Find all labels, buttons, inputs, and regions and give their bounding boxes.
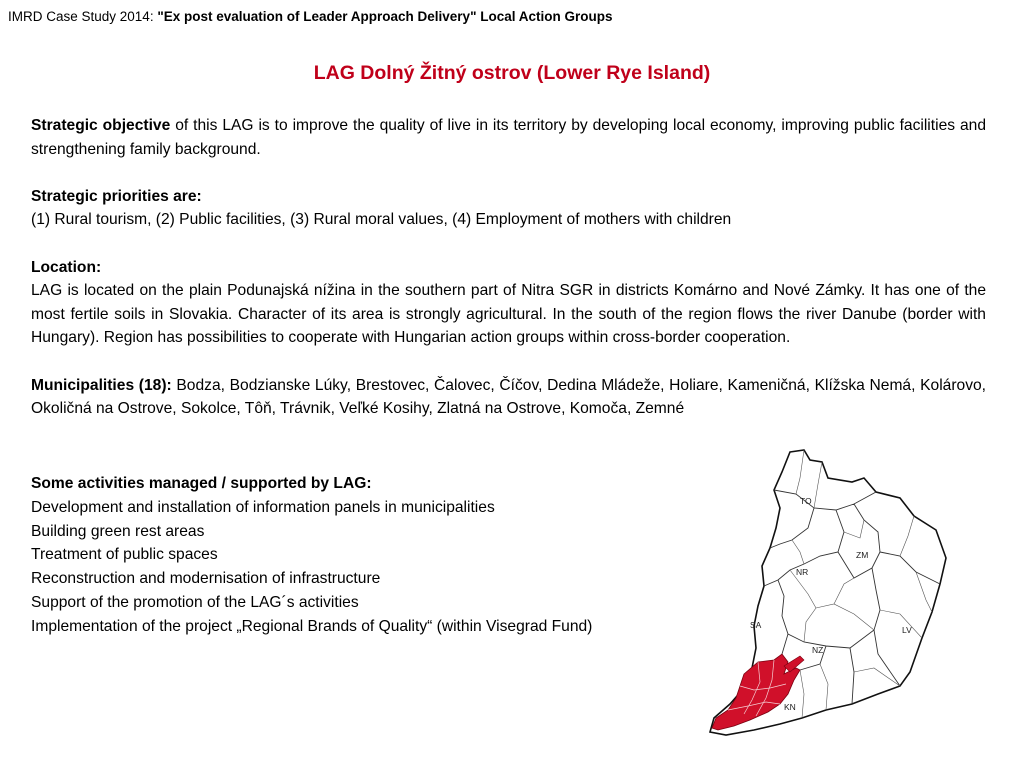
activity-item: Support of the promotion of the LAG´s activities [31, 593, 359, 611]
slide-header [8, 9, 612, 24]
map-label-nr: NR [796, 567, 809, 577]
activity-item: Implementation of the project „Regional Brands of Quality“ (within Visegrad Fund) [31, 617, 593, 635]
map-label-lv: LV [902, 625, 912, 635]
municipalities-text: Bodza, Bodzianske Lúky, Brestovec, Čalovec, Číčov, Dedina Mládeže, Holiare, Kameničná, Klížska Nemá, Kolárovo, Okoličná na Ostrove, Sokolce, Tôň, Trávnik, Veľké Kosihy, Zlatná na Ostrove, Komoča, Zemné [31, 376, 986, 418]
activity-item: Reconstruction and modernisation of infrastructure [31, 570, 381, 588]
municipalities-label: Municipalities (18): [31, 376, 172, 394]
header-bold-title: "Ex post evaluation of Leader Approach Delivery" Local Action Groups [157, 9, 613, 24]
location-text: LAG is located on the plain Podunajská nížina in the southern part of Nitra SGR in districts Komárno and Nové Zámky. It has one of the most fertile soils in Slovakia. Character of its area is strongly agricultural. In the south of the region flows the river Danube (border with Hungary). Region has possibilities to cooperate with Hungarian action groups within cross-border cooperation. [31, 282, 986, 347]
objective-label: Strategic objective [31, 117, 171, 134]
map-label-kn: KN [784, 702, 796, 712]
map-label-nz: NZ [812, 645, 824, 655]
objective-text: of this LAG is to improve the quality of live in its territory by developing local economy, improving public facilities and strengthening family background. [31, 117, 986, 158]
map-label-sa: SA [750, 620, 762, 630]
activity-item: Treatment of public spaces [31, 546, 218, 564]
header-prefix: IMRD Case Study 2014: [8, 9, 158, 24]
activities-section [31, 472, 592, 639]
priorities-text: (1) Rural tourism, (2) Public facilities, (3) Rural moral values, (4) Employment of mothers with children [31, 211, 732, 229]
municipalities-paragraph [31, 374, 986, 421]
location-label: Location: [31, 258, 102, 276]
activities-label: Some activities managed / supported by LAG: [31, 475, 372, 492]
region-map [704, 448, 950, 740]
activity-item: Building green rest areas [31, 522, 205, 540]
main-content [31, 114, 986, 421]
page-title: LAG Dolný Žitný ostrov (Lower Rye Island) [313, 62, 711, 84]
map-label-zm: ZM [856, 550, 869, 560]
activity-item: Development and installation of information panels in municipalities [31, 498, 495, 516]
priorities-label: Strategic priorities are: [31, 187, 202, 205]
map-label-to: TO [800, 496, 812, 506]
objective-paragraph [31, 114, 986, 161]
